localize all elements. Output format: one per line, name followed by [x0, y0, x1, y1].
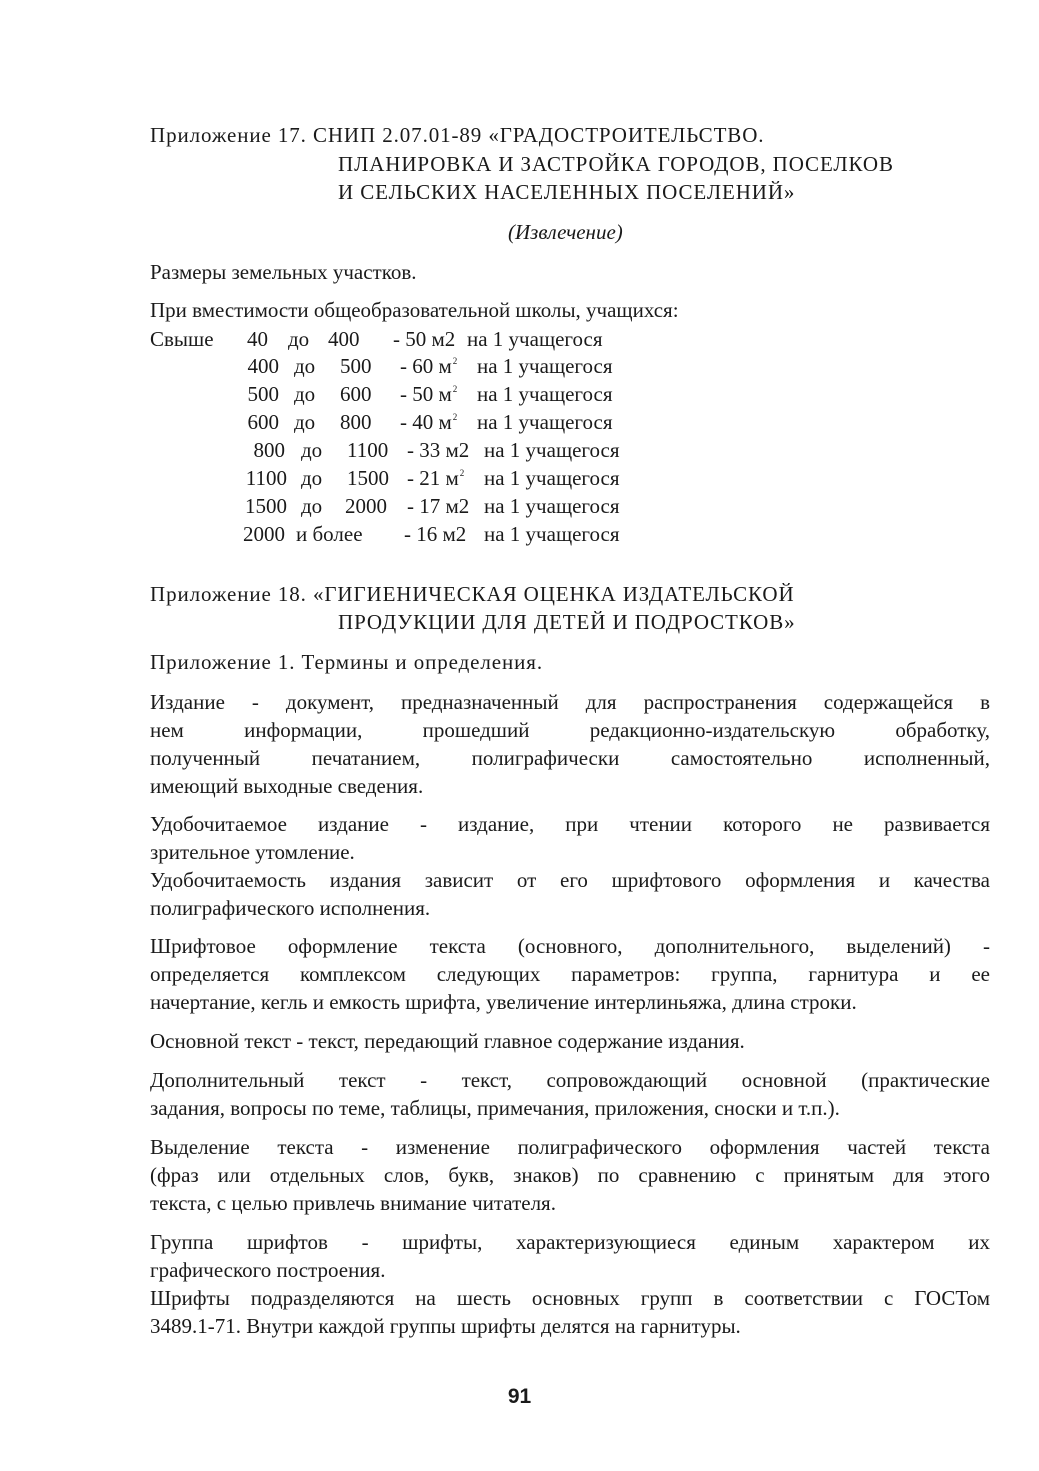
row-per: на 1 учащегося	[484, 438, 620, 462]
row-from: 600	[247, 410, 279, 434]
table-row	[0, 464, 1039, 492]
row-to: 2000	[345, 494, 387, 518]
row-to: 500	[340, 354, 372, 378]
row-from: 500	[247, 382, 279, 406]
body-line: графического построения.	[150, 1258, 386, 1282]
row-per: на 1 учащегося	[477, 382, 613, 406]
body-line: задания, вопросы по теме, таблицы, примечания, приложения, сноски и т.п.).	[150, 1096, 840, 1120]
appendix1-subheading: Приложение 1. Термины и определения.	[150, 650, 543, 674]
row-per: на 1 учащегося	[467, 327, 603, 351]
row-sep: до	[301, 466, 323, 490]
row-per: на 1 учащегося	[484, 522, 620, 546]
body-line: зрительное утомление.	[150, 840, 355, 864]
table-row	[0, 380, 1039, 408]
row-area: - 40 $м^2$	[400, 410, 458, 434]
row-area: - 50 м2	[393, 327, 456, 351]
row-from: 400	[247, 354, 279, 378]
appendix18-heading-line1: Приложение 18. «ГИГИЕНИЧЕСКАЯ ОЦЕНКА ИЗДАТЕЛЬСКОЙ	[150, 582, 795, 606]
table-row	[0, 492, 1039, 520]
body-line: имеющий выходные сведения.	[150, 774, 424, 798]
row-to: 1100	[347, 438, 389, 462]
row-area: - 33 м2	[407, 438, 470, 462]
body-line: 3489.1-71. Внутри каждой группы шрифты делятся на гарнитуры.	[150, 1314, 741, 1338]
row-per: на 1 учащегося	[484, 466, 620, 490]
unit-superscript: 2	[452, 356, 458, 366]
appendix17-heading-line2: ПЛАНИРОВКА И ЗАСТРОЙКА ГОРОДОВ, ПОСЕЛКОВ	[338, 152, 894, 176]
row-sep: до	[294, 382, 316, 406]
row-sep: до	[294, 410, 316, 434]
appendix17-subtitle: (Извлечение)	[508, 220, 623, 244]
row-from: 1100	[245, 466, 287, 490]
page-number: 91	[507, 1385, 532, 1408]
unit-superscript: 2	[452, 412, 458, 422]
row-from: 1500	[245, 494, 287, 518]
row-sep: и более	[296, 522, 363, 546]
body-line: определяется комплексом следующих параметров: группа, гарнитура и ее	[150, 962, 990, 986]
body-line: начертание, кегль и емкость шрифта, увеличение интерлиньяжа, длина строки.	[150, 990, 857, 1014]
appendix17-heading-line3: И СЕЛЬСКИХ НАСЕЛЕННЫХ ПОСЕЛЕНИЙ»	[338, 180, 796, 204]
capacity-intro: При вместимости общеобразовательной школы, учащихся:	[150, 298, 679, 322]
row-sep: до	[301, 494, 323, 518]
row-area: - 21 $м^2$	[407, 466, 465, 490]
row-sep: до	[288, 327, 310, 351]
body-line: Шрифты подразделяются на шесть основных групп в соответствии с ГОСТом	[150, 1286, 990, 1310]
table-row	[0, 408, 1039, 436]
table-row	[0, 325, 1039, 353]
row-per: на 1 учащегося	[477, 410, 613, 434]
row-to: 800	[340, 410, 372, 434]
appendix18-heading-line2: ПРОДУКЦИИ ДЛЯ ДЕТЕЙ И ПОДРОСТКОВ»	[338, 610, 796, 634]
body-line: Шрифтовое оформление текста (основного, дополнительного, выделений) -	[150, 934, 990, 958]
body-line: Группа шрифтов - шрифты, характеризующиеся единым характером их	[150, 1230, 990, 1254]
table-row	[0, 436, 1039, 464]
body-line: Выделение текста - изменение полиграфического оформления частей текста	[150, 1135, 990, 1159]
row-sep: до	[301, 438, 323, 462]
appendix17-heading-line1: Приложение 17. СНИП 2.07.01-89 «ГРАДОСТРОИТЕЛЬСТВО.	[150, 123, 765, 147]
row-area: - 60 $м^2$	[400, 354, 458, 378]
row-per: на 1 учащегося	[484, 494, 620, 518]
unit-superscript: 2	[459, 468, 465, 478]
row-area: - 16 м2	[404, 522, 467, 546]
plot-sizes-label: Размеры земельных участков.	[150, 260, 417, 284]
body-line: Издание - документ, предназначенный для распространения содержащейся в	[150, 690, 990, 714]
row-from: 40	[247, 327, 268, 351]
unit-superscript: 2	[452, 384, 458, 394]
row-to: 1500	[347, 466, 389, 490]
table-row	[0, 352, 1039, 380]
row-to: 600	[340, 382, 372, 406]
body-line: Дополнительный текст - текст, сопровождающий основной (практические	[150, 1068, 990, 1092]
body-line: Удобочитаемость издания зависит от его шрифтового оформления и качества	[150, 868, 990, 892]
row-area: - 17 м2	[407, 494, 470, 518]
body-line: полученный печатанием, полиграфически самостоятельно исполненный,	[150, 746, 990, 770]
row-prefix: Свыше	[150, 327, 214, 351]
body-line: нем информации, прошедший редакционно-издательскую обработку,	[150, 718, 990, 742]
row-sep: до	[294, 354, 316, 378]
row-to: 400	[328, 327, 360, 351]
row-from: 800	[253, 438, 285, 462]
row-from: 2000	[243, 522, 285, 546]
body-line: текста, с целью привлечь внимание читателя.	[150, 1191, 556, 1215]
body-line: Основной текст - текст, передающий главное содержание издания.	[150, 1029, 745, 1053]
body-line: полиграфического исполнения.	[150, 896, 431, 920]
row-per: на 1 учащегося	[477, 354, 613, 378]
body-line: (фраз или отдельных слов, букв, знаков) по сравнению с принятым для этого	[150, 1163, 990, 1187]
body-line: Удобочитаемое издание - издание, при чтении которого не развивается	[150, 812, 990, 836]
table-row	[0, 520, 1039, 548]
row-area: - 50 $м^2$	[400, 382, 458, 406]
